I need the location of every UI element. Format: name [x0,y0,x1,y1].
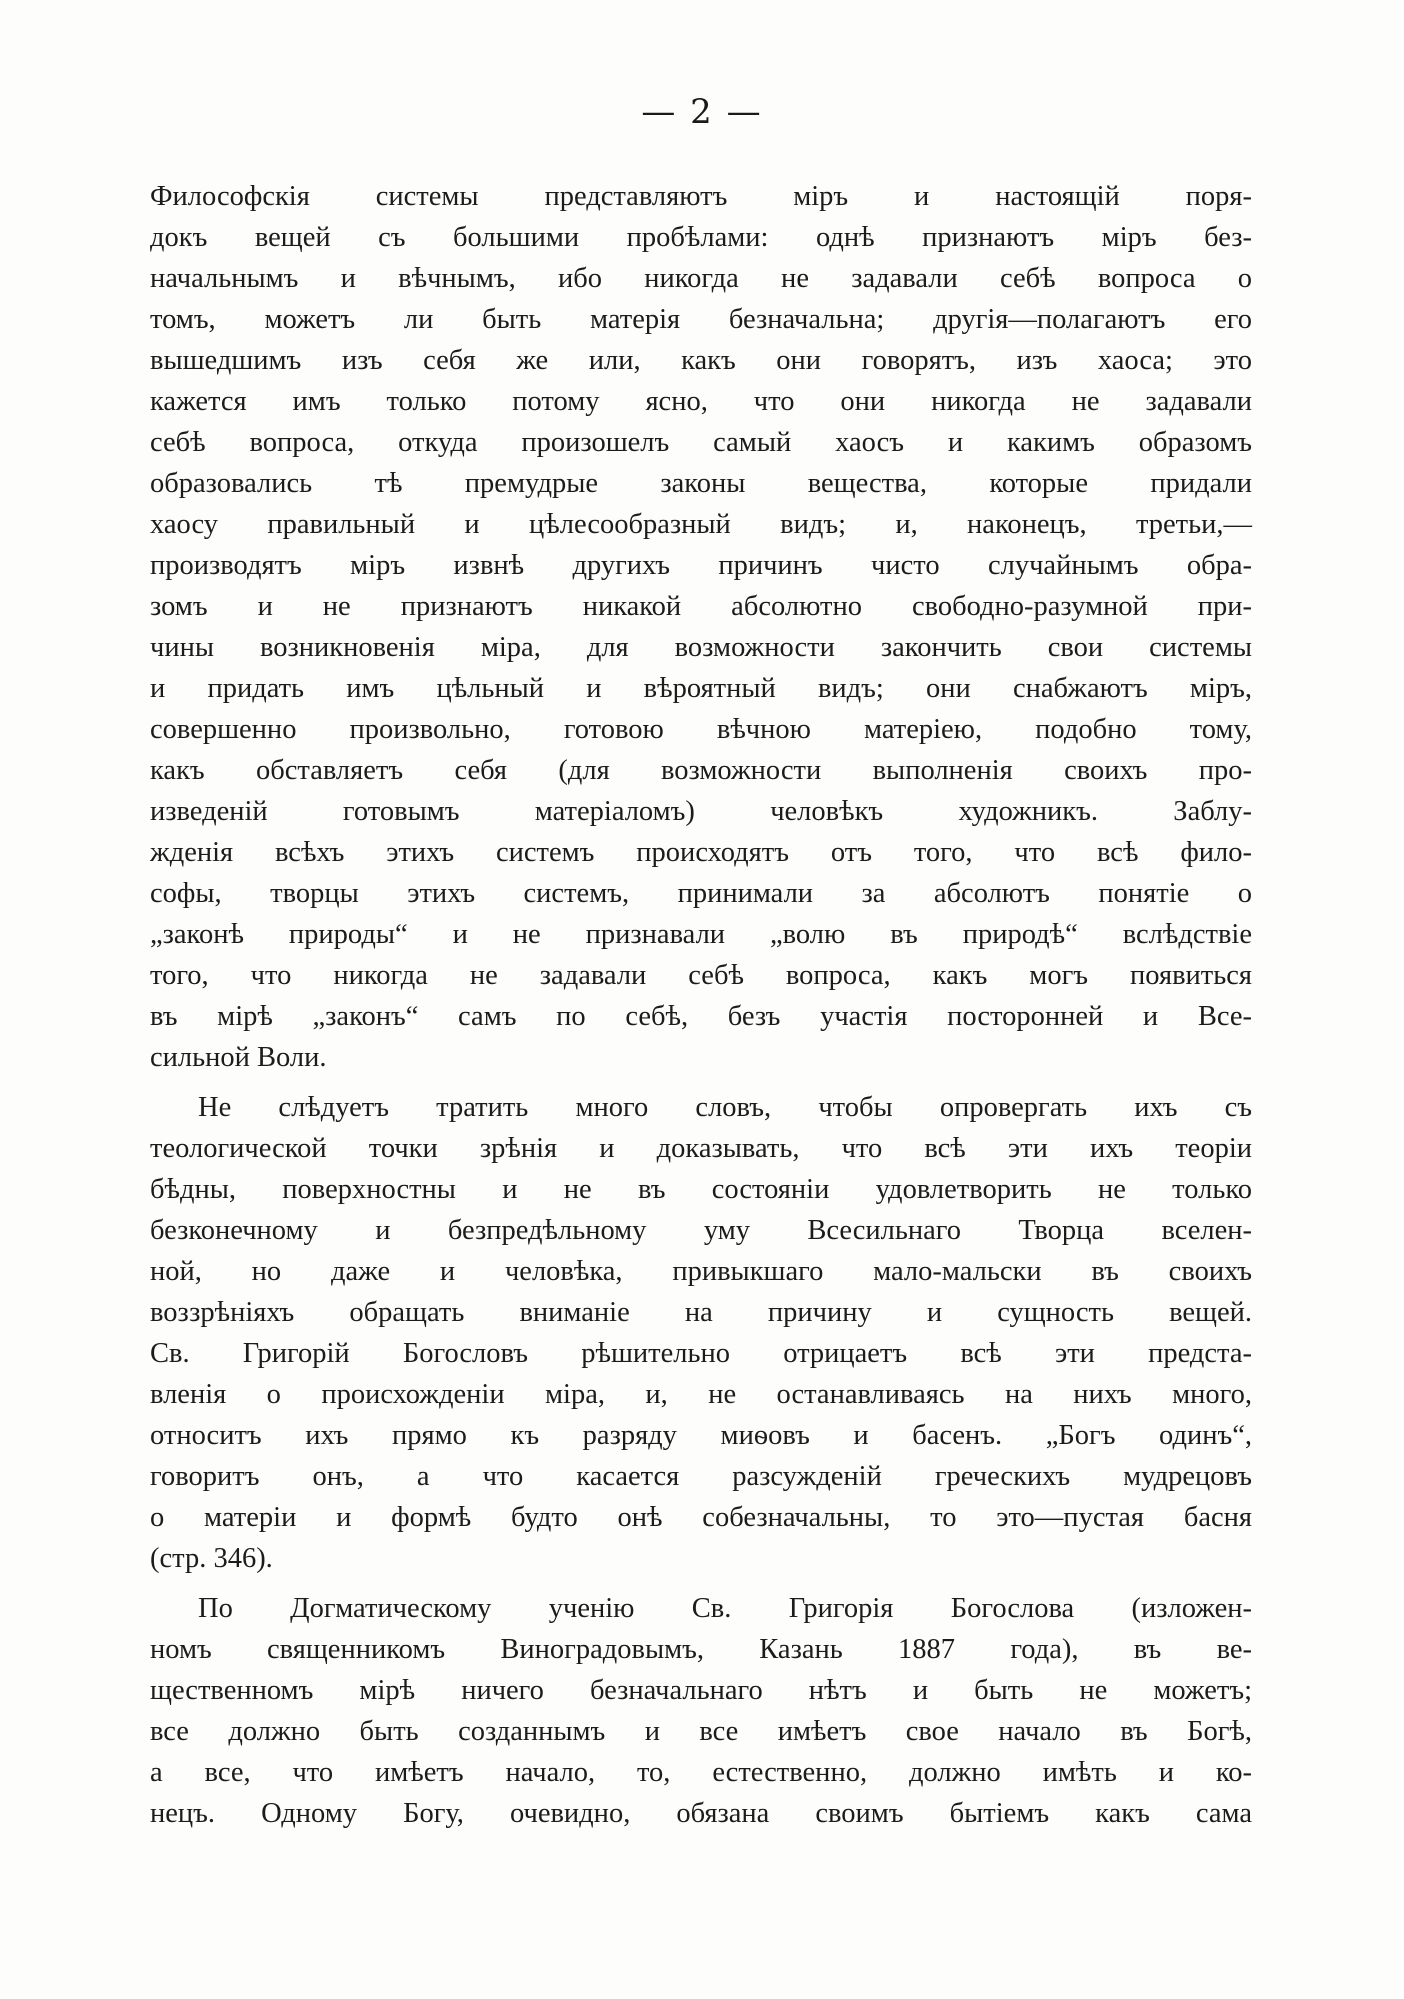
text-line: говоритъ онъ, а что касается разсужденій греческихъ мудрецовъ [150,1461,1252,1492]
text-line: изведеній готовымъ матеріаломъ) человѣкъ художникъ. Заблу- [150,796,1252,827]
text-line: а все, что имѣетъ начало, то, естественно, должно имѣть и ко- [150,1757,1252,1788]
text-line: и придать имъ цѣльный и вѣроятный видъ; они снабжаютъ міръ, [150,673,1252,704]
text-line: образовались тѣ премудрые законы вещества, которые придали [150,468,1252,499]
text-line: того, что никогда не задавали себѣ вопроса, какъ могъ появиться [150,960,1252,991]
paragraph [150,1087,1252,1579]
text-line: чины возникновенія міра, для возможности закончить свои системы [150,632,1252,663]
text-line: теологической точки зрѣнія и доказывать, что всѣ эти ихъ теоріи [150,1133,1252,1164]
text-line: совершенно произвольно, готовою вѣчною матеріею, подобно тому, [150,714,1252,745]
text-line: начальнымъ и вѣчнымъ, ибо никогда не задавали себѣ вопроса о [150,263,1252,294]
text-line: „законѣ природы“ и не признавали „волю въ природѣ“ вслѣдствіе [150,919,1252,950]
paragraph-gap [150,1579,1252,1588]
paragraph-gap [150,1078,1252,1087]
text-line: Не слѣдуетъ тратить много словъ, чтобы опровергать ихъ съ [198,1092,1252,1123]
text-line: о матеріи и формѣ будто онѣ собезначальны, то это—пустая басня [150,1502,1252,1533]
text-line: номъ священникомъ Виноградовымъ, Казань 1887 года), въ ве- [150,1634,1252,1665]
text-line: бѣдны, поверхностны и не въ состояніи удовлетворить не только [150,1174,1252,1205]
text-line: производятъ міръ извнѣ другихъ причинъ чисто случайнымъ обра- [150,550,1252,581]
paragraph [150,176,1252,1078]
text-line: По Догматическому ученію Св. Григорія Богослова (изложен- [198,1593,1252,1624]
text-line: нецъ. Одному Богу, очевидно, обязана своимъ бытіемъ какъ сама [150,1798,1252,1829]
text-line: относитъ ихъ прямо къ разряду миѳовъ и басенъ. „Богъ одинъ“, [150,1420,1252,1451]
text-line: Философскія системы представляютъ міръ и настоящій поря- [150,181,1252,212]
text-line: (стр. 346). [150,1543,273,1574]
text-line: безконечному и безпредѣльному уму Всесильнаго Творца вселен- [150,1215,1252,1246]
text-line: Св. Григорій Богословъ рѣшительно отрицаетъ всѣ эти предста- [150,1338,1252,1369]
text-line: хаосу правильный и цѣлесообразный видъ; и, наконецъ, третьи,— [150,509,1252,540]
text-line: сильной Воли. [150,1042,327,1073]
page-number: — 2 — [641,92,763,132]
text-line: вышедшимъ изъ себя же или, какъ они говорятъ, изъ хаоса; это [150,345,1252,376]
text-line: томъ, можетъ ли быть матерія безначальна; другія—полагаютъ его [150,304,1252,335]
text-line: софы, творцы этихъ системъ, принимали за абсолютъ понятіе о [150,878,1252,909]
paragraph [150,1588,1252,1834]
text-line: кажется имъ только потому ясно, что они никогда не задавали [150,386,1252,417]
body-text [150,176,1252,1834]
text-line: зомъ и не признаютъ никакой абсолютно свободно-разумной при- [150,591,1252,622]
text-line: докъ вещей съ большими пробѣлами: однѣ признаютъ міръ без- [150,222,1252,253]
text-line: воззрѣніяхъ обращать вниманіе на причину и сущность вещей. [150,1297,1252,1328]
text-line: въ мірѣ „законъ“ самъ по себѣ, безъ участія посторонней и Все- [150,1001,1252,1032]
text-line: себѣ вопроса, откуда произошелъ самый хаосъ и какимъ образомъ [150,427,1252,458]
text-line: ной, но даже и человѣка, привыкшаго мало-мальски въ своихъ [150,1256,1252,1287]
text-line: вленія о происхожденіи міра, и, не останавливаясь на нихъ много, [150,1379,1252,1410]
text-line: жденія всѣхъ этихъ системъ происходятъ отъ того, что всѣ фило- [150,837,1252,868]
text-line: щественномъ мірѣ ничего безначальнаго нѣтъ и быть не можетъ; [150,1675,1252,1706]
text-line: все должно быть созданнымъ и все имѣетъ свое начало въ Богѣ, [150,1716,1252,1747]
text-line: какъ обставляетъ себя (для возможности выполненія своихъ про- [150,755,1252,786]
